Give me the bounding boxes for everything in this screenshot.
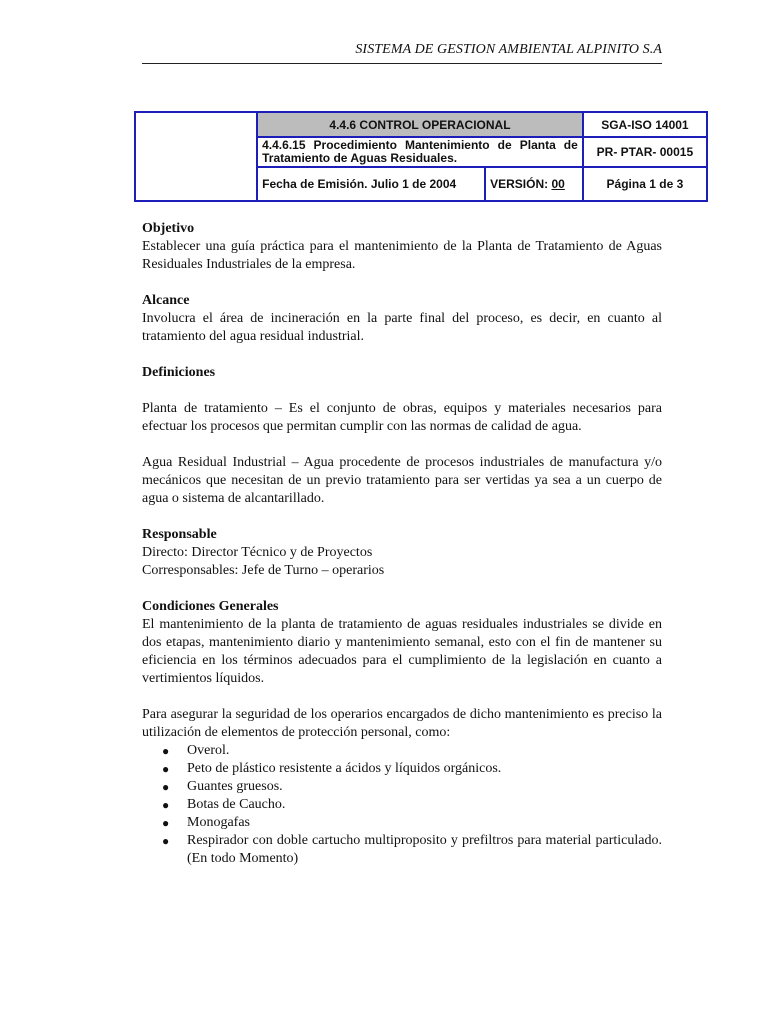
list-item	[142, 760, 662, 778]
responsable-corresponsables: Corresponsables: Jefe de Turno – operarios	[142, 563, 385, 578]
list-item	[142, 778, 662, 796]
document-header-table	[134, 111, 708, 202]
list-item-text: Peto de plástico resistente a ácidos y líquidos orgánicos.	[187, 761, 502, 776]
list-item	[142, 832, 662, 868]
list-item-text: Botas de Caucho.	[187, 797, 286, 812]
definiciones-heading: Definiciones	[142, 365, 216, 380]
definition-agua-residual: Agua Residual Industrial – Agua procedente de procesos industriales de manufactura y/o mecánicos que necesitan de un previo tratamiento para ser vertidas ya sea a un cuerpo de agua o sistema de alcantarillado.	[142, 455, 662, 506]
document-body	[142, 220, 662, 868]
procedure-title-cell	[257, 137, 583, 167]
responsable-directo: Directo: Director Técnico y de Proyectos	[142, 545, 373, 560]
seguridad-paragraph: Para asegurar la seguridad de los operarios encargados de dicho mantenimiento es preciso la utilización de elementos de protección personal, como:	[142, 707, 662, 740]
objetivo-paragraph: Establecer una guía práctica para el mantenimiento de la Planta de Tratamiento de Aguas Residuales Industriales de la empresa.	[142, 239, 662, 272]
ppe-list	[142, 742, 662, 868]
list-item-text: Guantes gruesos.	[187, 779, 283, 794]
list-item-text: Monogafas	[187, 815, 250, 830]
version-cell	[485, 167, 583, 201]
definition-planta: Planta de tratamiento – Es el conjunto de obras, equipos y materiales necesarios para efectuar los procesos que permitan cumplir con las normas de calidad de agua.	[142, 401, 662, 434]
header-rule	[142, 63, 662, 64]
bullet-icon: ●	[162, 744, 170, 758]
bullet-icon: ●	[162, 780, 170, 794]
bullet-icon: ●	[162, 834, 170, 848]
alcance-heading: Alcance	[142, 293, 190, 308]
condiciones-paragraph: El mantenimiento de la planta de tratamiento de aguas residuales industriales se divide en dos etapas, mantenimiento diario y mantenimiento semanal, esto con el fin de mantener su eficiencia en los términos adecuados para el cumplimiento de la legislación en cuanto a vertimientos líquidos.	[142, 617, 662, 686]
page-number-cell: Página 1 de 3	[583, 167, 707, 201]
procedure-title-line1: 4.4.6.15 Procedimiento Mantenimiento de Planta de	[262, 138, 578, 152]
list-item	[142, 742, 662, 760]
alcance-paragraph: Involucra el área de incineración en la parte final del proceso, es decir, en cuanto al tratamiento del agua residual industrial.	[142, 311, 662, 344]
list-item-text: Respirador con doble cartucho multiproposito y prefiltros para material particulado. (En todo Momento)	[187, 833, 662, 866]
list-item	[142, 796, 662, 814]
bullet-icon: ●	[162, 762, 170, 776]
header-title: SISTEMA DE GESTION AMBIENTAL ALPINITO S.A	[355, 42, 662, 57]
list-item-text: Overol.	[187, 743, 230, 758]
bullet-icon: ●	[162, 798, 170, 812]
list-item	[142, 814, 662, 832]
responsable-heading: Responsable	[142, 527, 217, 542]
condiciones-heading: Condiciones Generales	[142, 599, 279, 614]
procedure-code-cell: PR- PTAR- 00015	[583, 137, 707, 167]
objetivo-heading: Objetivo	[142, 221, 195, 236]
bullet-icon: ●	[162, 816, 170, 830]
procedure-title-line2: Tratamiento de Aguas Residuales.	[262, 151, 458, 165]
logo-cell	[135, 112, 257, 201]
section-title-cell: 4.4.6 CONTROL OPERACIONAL	[257, 112, 583, 137]
version-number: 00	[551, 177, 565, 191]
issue-date-cell: Fecha de Emisión. Julio 1 de 2004	[257, 167, 485, 201]
standard-cell: SGA-ISO 14001	[583, 112, 707, 137]
version-label: VERSIÓN:	[490, 177, 549, 191]
